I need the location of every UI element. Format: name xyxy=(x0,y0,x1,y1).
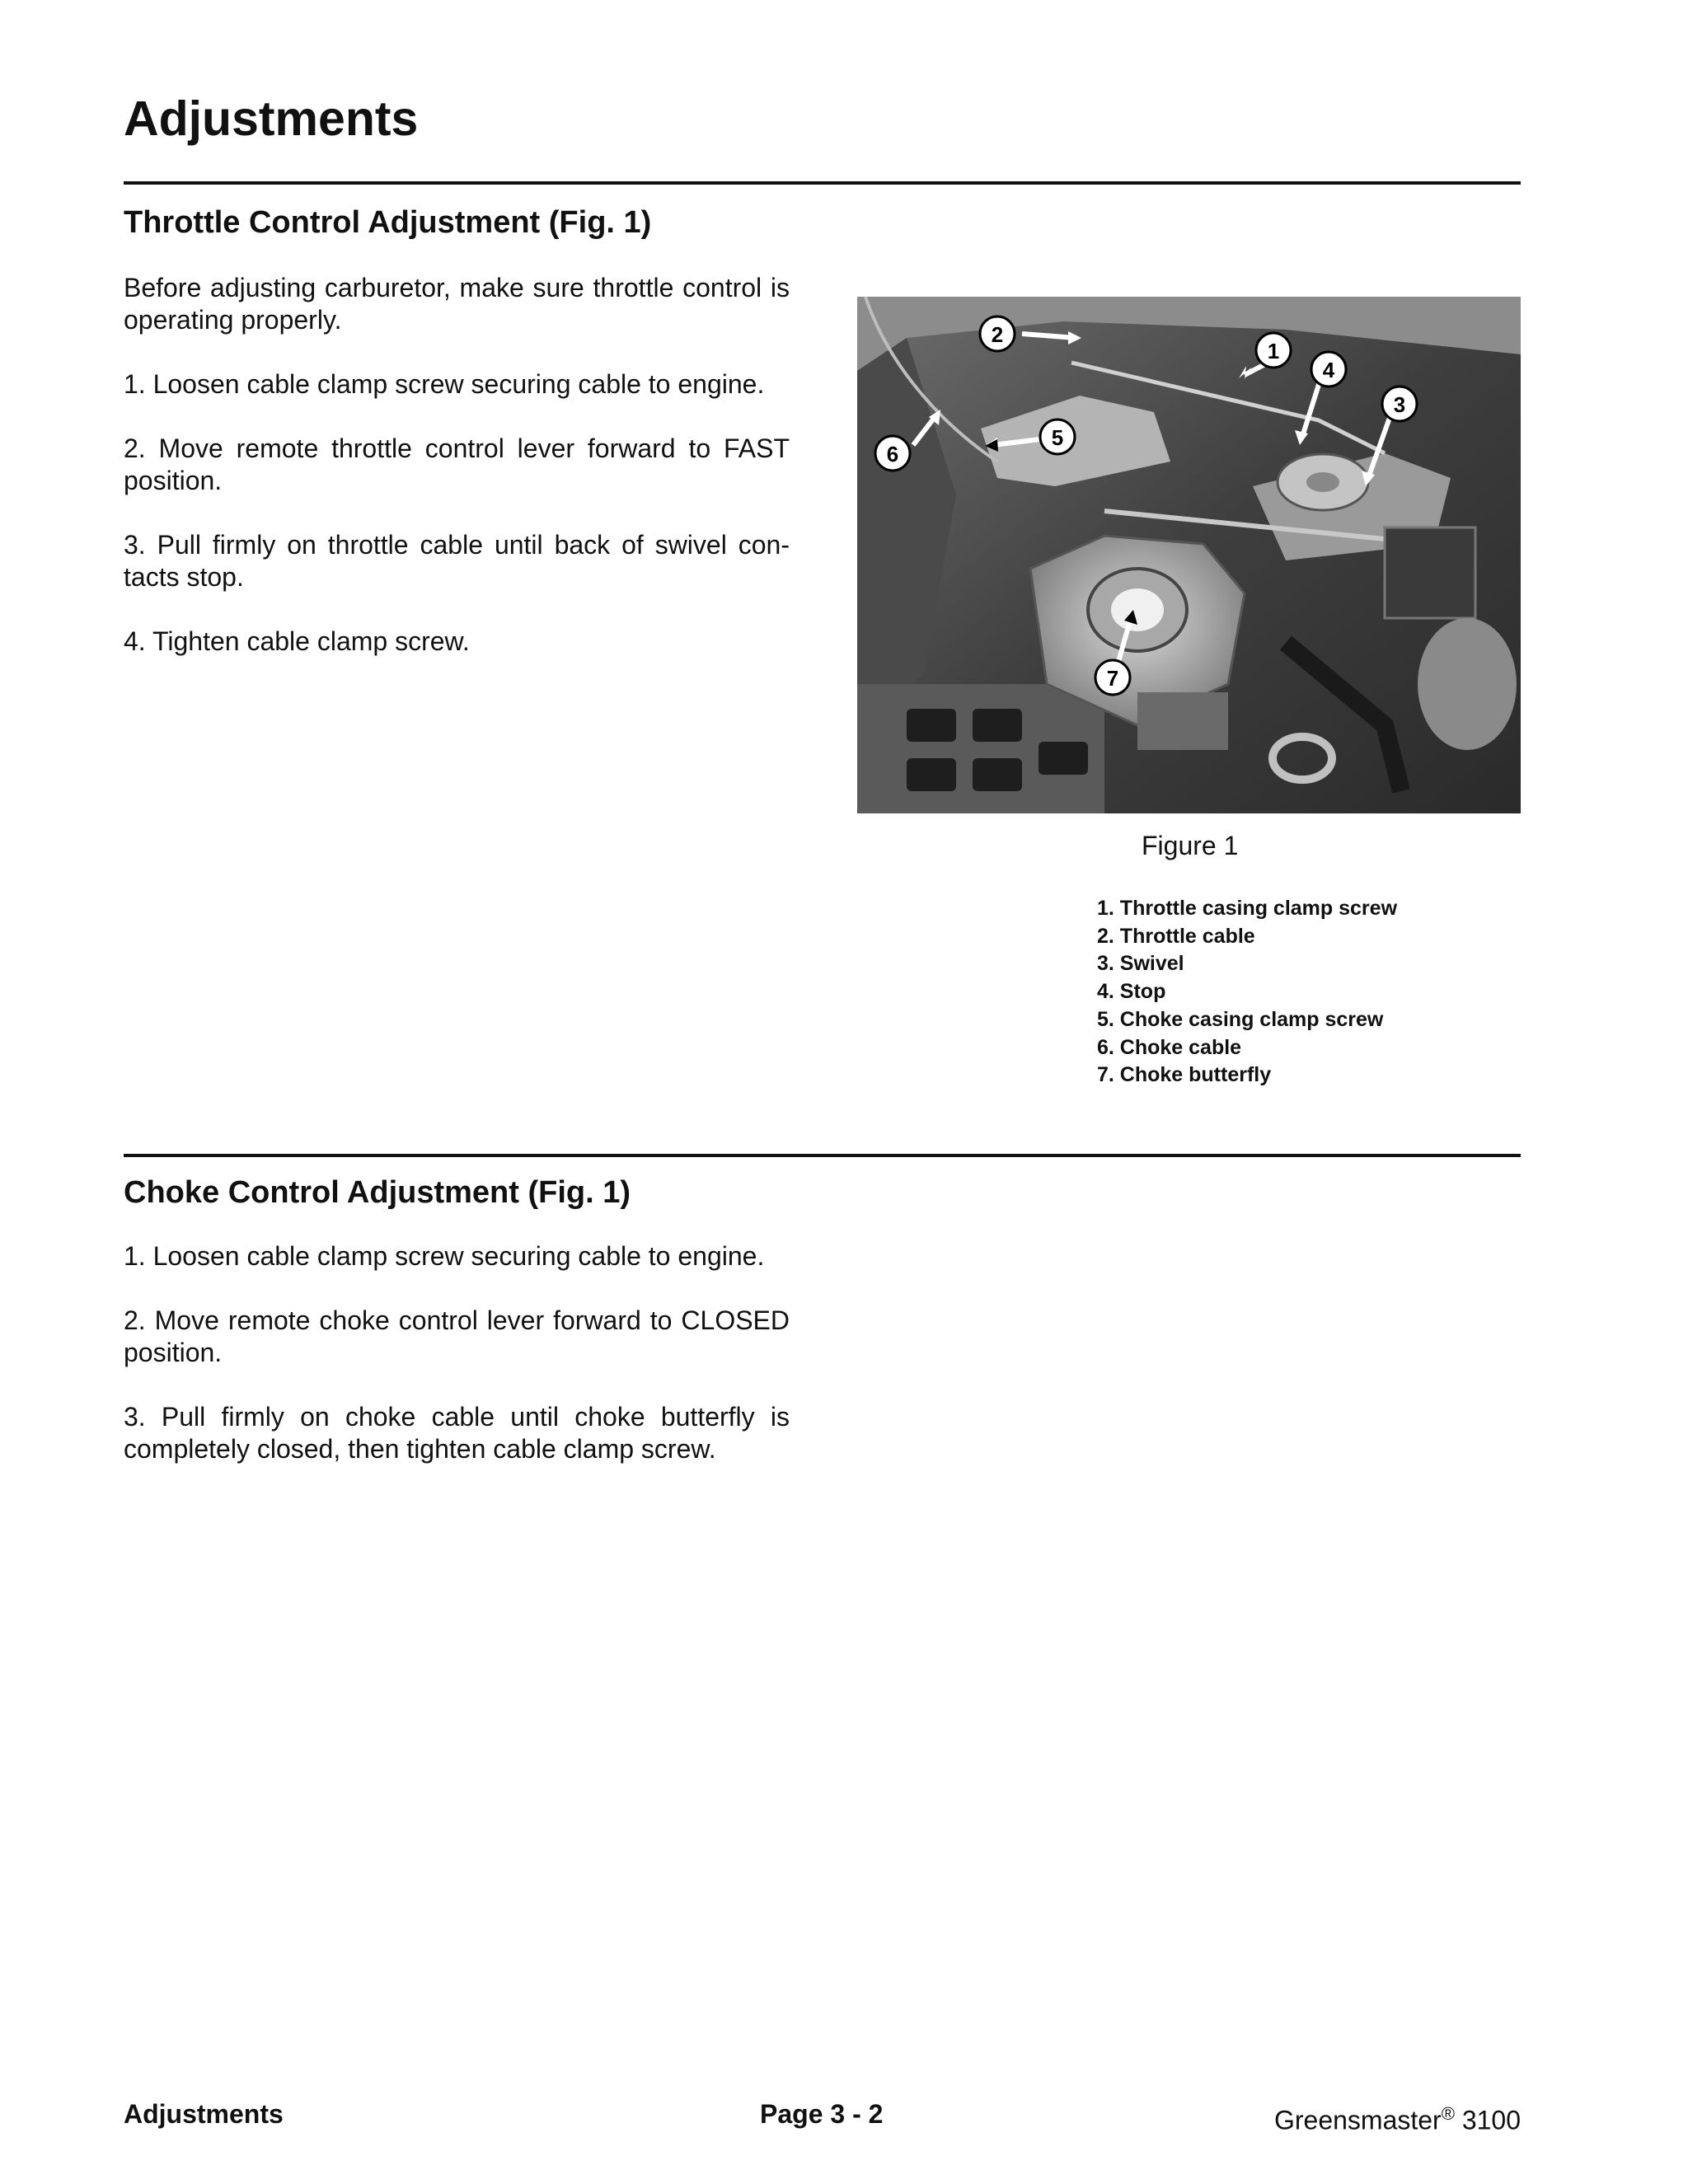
registered-mark: ® xyxy=(1441,2103,1455,2124)
choke-step-1: 1. Loosen cable clamp screw securing cable to engine. xyxy=(124,1241,765,1271)
throttle-step-3: 3. Pull firmly on throttle cable until back of swivel con-tacts stop. xyxy=(124,530,790,592)
footer-model: 3100 xyxy=(1461,2105,1521,2135)
svg-text:1: 1 xyxy=(1267,339,1280,363)
footer-product-name xyxy=(1274,2097,1521,2137)
throttle-step-1: 1. Loosen cable clamp screw securing cable to engine. xyxy=(124,369,765,399)
callout-6 xyxy=(875,436,910,471)
figure-legend xyxy=(1097,895,1397,1090)
legend-item: 5. Choke casing clamp screw xyxy=(1097,1007,1384,1031)
footer-brand: Greensmaster xyxy=(1273,2105,1442,2135)
svg-text:3: 3 xyxy=(1393,392,1406,417)
legend-item: 4. Stop xyxy=(1097,980,1166,1004)
legend-item: 6. Choke cable xyxy=(1097,1035,1242,1059)
choke-step-2: 2. Move remote choke control lever forward to CLOSED position. xyxy=(124,1305,790,1367)
throttle-intro-paragraph: Before adjusting carburetor, make sure throttle control is operating properly. xyxy=(124,273,790,335)
side-grill xyxy=(857,684,1104,813)
svg-text:6: 6 xyxy=(886,442,899,466)
choke-section-heading: Choke Control Adjustment (Fig. 1) xyxy=(124,1175,631,1210)
throttle-step-2: 2. Move remote throttle control lever forward to FAST position. xyxy=(124,434,790,495)
footer-section-name: Adjustments xyxy=(124,2099,284,2129)
svg-text:2: 2 xyxy=(991,322,1004,347)
footer-page-number: Page 3 - 2 xyxy=(760,2099,884,2129)
throttle-instructions xyxy=(124,272,790,658)
top-divider xyxy=(124,181,1521,185)
callout-3 xyxy=(1382,387,1417,421)
control-block xyxy=(1385,527,1475,618)
callout-1 xyxy=(1256,333,1291,368)
svg-text:7: 7 xyxy=(1106,666,1119,691)
choke-instructions xyxy=(124,1240,790,1465)
throttle-section-heading: Throttle Control Adjustment (Fig. 1) xyxy=(124,205,652,240)
page-title: Adjustments xyxy=(124,91,419,146)
legend-item: 2. Throttle cable xyxy=(1097,924,1255,948)
throttle-step-4: 4. Tighten cable clamp screw. xyxy=(124,626,470,656)
muffler xyxy=(1418,618,1517,750)
choke-step-3: 3. Pull firmly on choke cable until choke butterfly is completely closed, then tighten cable clamp screw. xyxy=(124,1402,790,1464)
figure-caption: Figure 1 xyxy=(1142,831,1239,860)
legend-item: 7. Choke butterfly xyxy=(1097,1063,1272,1087)
engine-photo xyxy=(857,297,1521,813)
engine-photo-figure xyxy=(857,297,1521,813)
svg-text:5: 5 xyxy=(1051,425,1064,450)
svg-text:4: 4 xyxy=(1322,358,1335,382)
section-divider xyxy=(124,1154,1521,1157)
callout-5 xyxy=(1040,419,1075,454)
callout-7 xyxy=(1095,660,1130,695)
callout-4 xyxy=(1311,352,1346,387)
legend-item: 3. Swivel xyxy=(1097,952,1184,976)
callout-2 xyxy=(980,316,1015,351)
legend-item: 1. Throttle casing clamp screw xyxy=(1097,897,1398,920)
